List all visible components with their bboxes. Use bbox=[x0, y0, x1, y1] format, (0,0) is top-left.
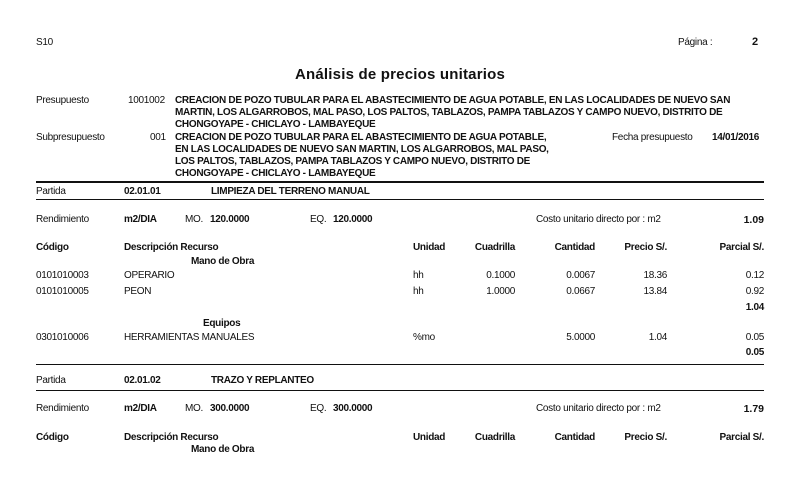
subpresupuesto-code: 001 bbox=[150, 132, 166, 143]
col-unidad: Unidad bbox=[413, 242, 446, 253]
fecha-label: Fecha presupuesto bbox=[612, 132, 693, 143]
subpresupuesto-line-2: EN LAS LOCALIDADES DE NUEVO SAN MARTIN, LOS ALGARROBOS, MAL PASO, bbox=[175, 144, 549, 155]
col-precio: Precio S/. bbox=[624, 432, 667, 443]
page-label: Página : bbox=[678, 37, 713, 48]
partida-divider bbox=[36, 364, 764, 365]
report-code: S10 bbox=[36, 37, 53, 48]
row-cantidad: 5.0000 bbox=[566, 332, 595, 343]
costo-label: Costo unitario directo por : m2 bbox=[536, 214, 661, 225]
costo-value: 1.09 bbox=[743, 214, 764, 226]
fecha-value: 14/01/2016 bbox=[712, 132, 760, 143]
presupuesto-line-1: CREACION DE POZO TUBULAR PARA EL ABASTECIMIENTO DE AGUA POTABLE, EN LAS LOCALIDADES DE NUEVO SAN bbox=[175, 95, 731, 106]
col-cuadrilla: Cuadrilla bbox=[474, 432, 515, 443]
partida-label: Partida bbox=[36, 186, 66, 197]
mo-label: MO. bbox=[185, 214, 203, 225]
row-precio: 18.36 bbox=[643, 270, 667, 281]
subpresupuesto-line-3: LOS PALTOS, TABLAZOS, PAMPA TABLAZOS Y CAMPO NUEVO, DISTRITO DE bbox=[175, 156, 531, 167]
row-unidad: hh bbox=[413, 270, 424, 281]
col-descripcion: Descripción Recurso bbox=[124, 432, 219, 443]
presupuesto-code: 1001002 bbox=[128, 95, 165, 106]
col-unidad: Unidad bbox=[413, 432, 446, 443]
page-number: 2 bbox=[752, 36, 759, 48]
row-codigo: 0301010006 bbox=[36, 332, 89, 343]
group-title-mano-de-obra: Mano de Obra bbox=[191, 444, 255, 455]
col-codigo: Código bbox=[36, 432, 69, 443]
col-codigo: Código bbox=[36, 242, 69, 253]
presupuesto-label: Presupuesto bbox=[36, 95, 89, 106]
group-title-mano-de-obra: Mano de Obra bbox=[191, 256, 255, 267]
presupuesto-line-3: CHONGOYAPE - CHICLAYO - LAMBAYEQUE bbox=[175, 119, 376, 130]
section-divider bbox=[36, 181, 764, 183]
partida-name: TRAZO Y REPLANTEO bbox=[211, 375, 314, 386]
partida-divider bbox=[36, 199, 764, 200]
row-cantidad: 0.0667 bbox=[566, 286, 595, 297]
row-codigo: 0101010003 bbox=[36, 270, 89, 281]
row-desc: OPERARIO bbox=[124, 270, 175, 281]
row-unidad: %mo bbox=[413, 332, 435, 343]
presupuesto-line-2: MARTIN, LOS ALGARROBOS, MAL PASO, LOS PALTOS, TABLAZOS, PAMPA TABLAZOS Y CAMPO NUEVO, DISTRITO DE bbox=[175, 107, 723, 118]
eq-value: 120.0000 bbox=[333, 214, 373, 225]
subpresupuesto-line-4: CHONGOYAPE - CHICLAYO - LAMBAYEQUE bbox=[175, 168, 376, 179]
eq-value: 300.0000 bbox=[333, 403, 373, 414]
row-precio: 1.04 bbox=[648, 332, 667, 343]
subtotal-mano-de-obra: 1.04 bbox=[745, 302, 764, 313]
costo-value: 1.79 bbox=[743, 403, 764, 415]
row-unidad: hh bbox=[413, 286, 424, 297]
rendimiento-label: Rendimiento bbox=[36, 214, 89, 225]
col-cuadrilla: Cuadrilla bbox=[474, 242, 515, 253]
eq-label: EQ. bbox=[310, 403, 327, 414]
group-title-equipos: Equipos bbox=[203, 318, 241, 329]
row-parcial: 0.92 bbox=[745, 286, 764, 297]
subtotal-equipos: 0.05 bbox=[745, 347, 764, 358]
mo-value: 300.0000 bbox=[210, 403, 250, 414]
row-desc: PEON bbox=[124, 286, 152, 297]
partida-code: 02.01.02 bbox=[124, 375, 161, 386]
partida-name: LIMPIEZA DEL TERRENO MANUAL bbox=[211, 186, 370, 197]
rendimiento-unit: m2/DIA bbox=[124, 214, 157, 225]
col-descripcion: Descripción Recurso bbox=[124, 242, 219, 253]
row-cantidad: 0.0067 bbox=[566, 270, 595, 281]
subpresupuesto-label: Subpresupuesto bbox=[36, 132, 105, 143]
col-parcial: Parcial S/. bbox=[719, 242, 764, 253]
col-precio: Precio S/. bbox=[624, 242, 667, 253]
row-parcial: 0.12 bbox=[745, 270, 764, 281]
page-title: Análisis de precios unitarios bbox=[294, 66, 506, 83]
partida-label: Partida bbox=[36, 375, 66, 386]
costo-label: Costo unitario directo por : m2 bbox=[536, 403, 661, 414]
partida-code: 02.01.01 bbox=[124, 186, 161, 197]
row-parcial: 0.05 bbox=[745, 332, 764, 343]
row-cuadrilla: 0.1000 bbox=[486, 270, 515, 281]
col-parcial: Parcial S/. bbox=[719, 432, 764, 443]
mo-value: 120.0000 bbox=[210, 214, 250, 225]
eq-label: EQ. bbox=[310, 214, 327, 225]
col-cantidad: Cantidad bbox=[554, 432, 595, 443]
row-precio: 13.84 bbox=[643, 286, 667, 297]
col-cantidad: Cantidad bbox=[554, 242, 595, 253]
rendimiento-label: Rendimiento bbox=[36, 403, 89, 414]
row-cuadrilla: 1.0000 bbox=[486, 286, 515, 297]
subpresupuesto-line-1: CREACION DE POZO TUBULAR PARA EL ABASTECIMIENTO DE AGUA POTABLE, bbox=[175, 132, 547, 143]
row-codigo: 0101010005 bbox=[36, 286, 89, 297]
partida-divider bbox=[36, 390, 764, 391]
mo-label: MO. bbox=[185, 403, 203, 414]
rendimiento-unit: m2/DIA bbox=[124, 403, 157, 414]
row-desc: HERRAMIENTAS MANUALES bbox=[124, 332, 255, 343]
